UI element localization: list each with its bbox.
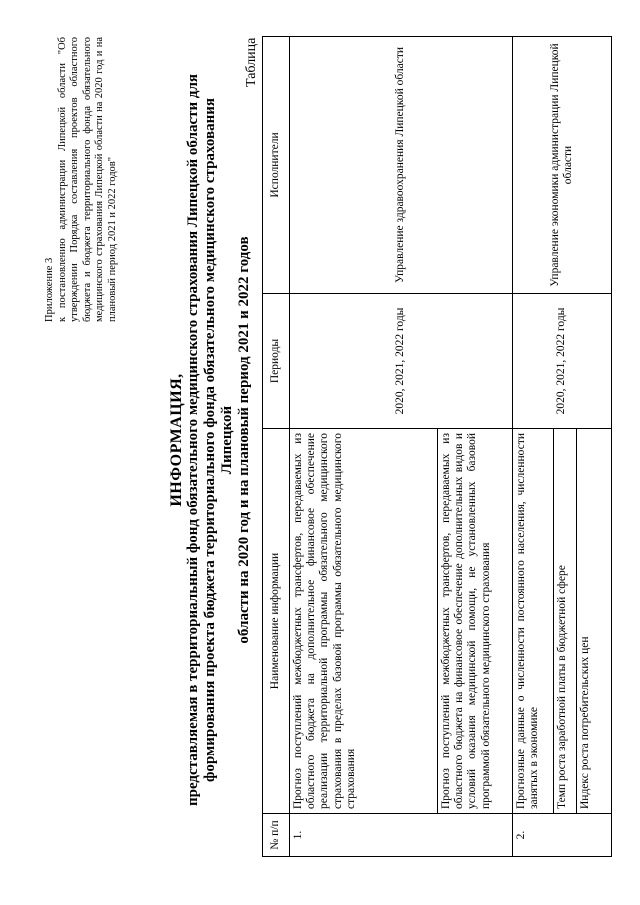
- document-title: [168, 65, 253, 815]
- row-number: 2.: [513, 814, 612, 857]
- header-executor: Исполнители: [263, 37, 290, 294]
- appendix-text: к постановлению администрации Липецкой области "Об утверждении Порядка составления проектов областного бюджета и бюджета территориального фонда обязательного медицинского страхования Липецкой области на 2020 год и на плановый период 2021 и 2022 годов": [56, 37, 118, 322]
- header-name: Наименование информации: [263, 429, 290, 814]
- row-name: Темп роста заработной платы в бюджетной сфере: [554, 429, 577, 814]
- table-row: [290, 37, 438, 857]
- table-caption: Таблица: [244, 37, 259, 87]
- appendix-number: Приложение 3: [44, 257, 55, 322]
- appendix-note: [44, 37, 119, 322]
- row-executor: Управление экономики администрации Липецкой области: [513, 37, 612, 294]
- title-line-1: представляемая в территориальный фонд обязательного медицинского страхования Липецкой области для: [185, 74, 201, 807]
- row-name: Прогнозные данные о численности постоянного населения, численности занятых в экономике: [513, 429, 554, 814]
- row-period: 2020, 2021, 2022 годы: [513, 294, 612, 429]
- row-number: 1.: [290, 814, 513, 857]
- title-main: ИНФОРМАЦИЯ,: [168, 373, 185, 507]
- title-line-3: области на 2020 год и на плановый период 2021 и 2022 годов: [236, 236, 252, 644]
- header-num: № п/п: [263, 814, 290, 857]
- table-row: [513, 37, 554, 857]
- table-header-row: [263, 37, 290, 857]
- header-period: Периоды: [263, 294, 290, 429]
- row-name: Прогноз поступлений межбюджетных трансфертов, передаваемых из областного бюджета на финансовое обеспечение дополнительных видов и условий оказания медицинской помощи, не установленных базовой программой обязательного медицинского страхования: [438, 429, 513, 814]
- row-period: 2020, 2021, 2022 годы: [290, 294, 513, 429]
- row-name: Прогноз поступлений межбюджетных трансфертов, передаваемых из областного бюджета на дополнительное финансовое обеспечение реализации территориальной программы обязательного медицинского страхования в пределах базовой программы обязательного медицинского страхования: [290, 429, 438, 814]
- info-table: [262, 36, 612, 857]
- title-line-2: формирования проекта бюджета территориального фонда обязательного медицинского страхования Липецкой: [202, 98, 235, 782]
- row-executor: Управление здравоохранения Липецкой области: [290, 37, 513, 294]
- row-name: Индекс роста потребительских цен: [577, 429, 612, 814]
